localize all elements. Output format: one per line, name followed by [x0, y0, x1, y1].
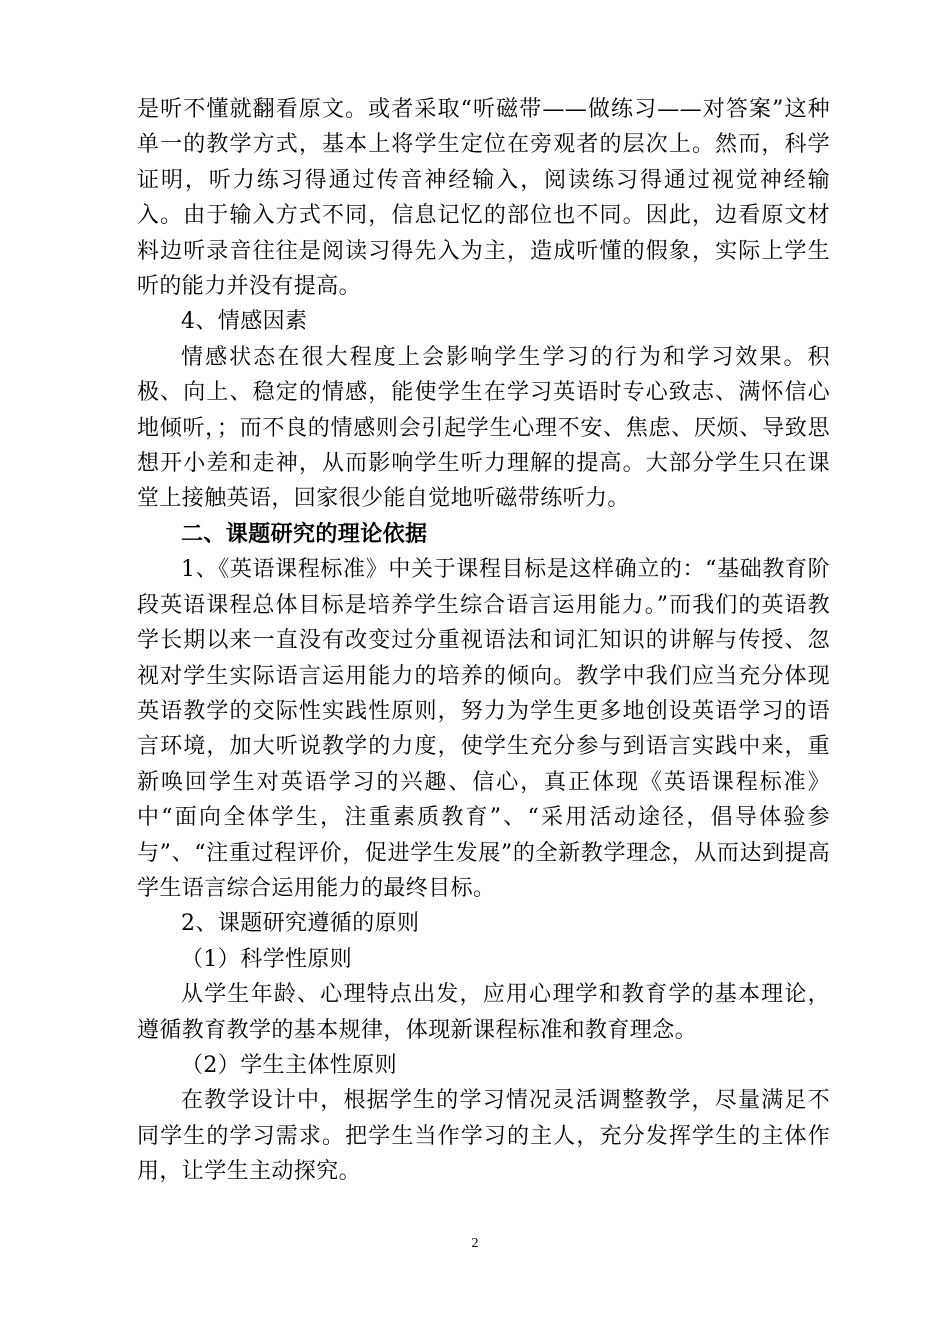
paragraph-continuation: 是听不懂就翻看原文。或者采取“听磁带——做练习——对答案”这种单一的教学方式，基本上将学生定位在旁观者的层次上。然而，科学证明，听力练习得通过传音神经输入，阅读练习得通过视觉神经输入。由于输入方式不同，信息记忆的部位也不同。因此，边看原文材料边听录音往往是阅读习得先入为主，造成听懂的假象，实际上学生听的能力并没有提高。 — [137, 97, 830, 300]
paragraph-curriculum-standard: 1、《英语课程标准》中关于课程目标是这样确立的：“基础教育阶段英语课程总体目标是培养学生综合语言运用能力。”而我们的英语教学长期以来一直没有改变过分重视语法和词汇知识的讲解与传授、忽视对学生实际语言运用能力的培养的倾向。教学中我们应当充分体现英语教学的交际性实践性原则，努力为学生更多地创设英语学习的语言环境，加大听说教学的力度，使学生充分参与到语言实践中来，重新唤回学生对英语学习的兴趣、信心，真正体现《英语课程标准》中“面向全体学生，注重素质教育”、“采用活动途径，倡导体验参与”、“注重过程评价，促进学生发展”的全新教学理念，从而达到提高学生语言综合运用能力的最终目标。 — [137, 557, 830, 901]
subheading-emotional-factors: 4、情感因素 — [181, 309, 308, 335]
paragraph-scientific-principle: 从学生年龄、心理特点出发，应用心理学和教育学的基本理论，遵循教育教学的基本规律，体现新课程标准和教育理念。 — [137, 982, 830, 1043]
paragraph-student-subject-principle: 在教学设计中，根据学生的学习情况灵活调整教学，尽量满足不同学生的学习需求。把学生当作学习的主人，充分发挥学生的主体作用，让学生主动探究。 — [137, 1088, 830, 1185]
section-heading-theory: 二、课题研究的理论依据 — [181, 521, 428, 547]
subheading-scientific-principle: （1）科学性原则 — [181, 946, 353, 972]
subheading-principles: 2、课题研究遵循的原则 — [181, 911, 420, 937]
subheading-student-subject-principle: （2）学生主体性原则 — [181, 1052, 397, 1078]
paragraph-emotional-state: 情感状态在很大程度上会影响学生学习的行为和学习效果。积极、向上、稳定的情感，能使学生在学习英语时专心致志、满怀信心地倾听，；而不良的情感则会引起学生心理不安、焦虑、厌烦、导致思想开小差和走神，从而影响学生听力理解的提高。大部分学生只在课堂上接触英语，回家很少能自觉地听磁带练听力。 — [137, 344, 830, 512]
document-body — [137, 92, 830, 1190]
page-number: 2 — [471, 1236, 479, 1251]
